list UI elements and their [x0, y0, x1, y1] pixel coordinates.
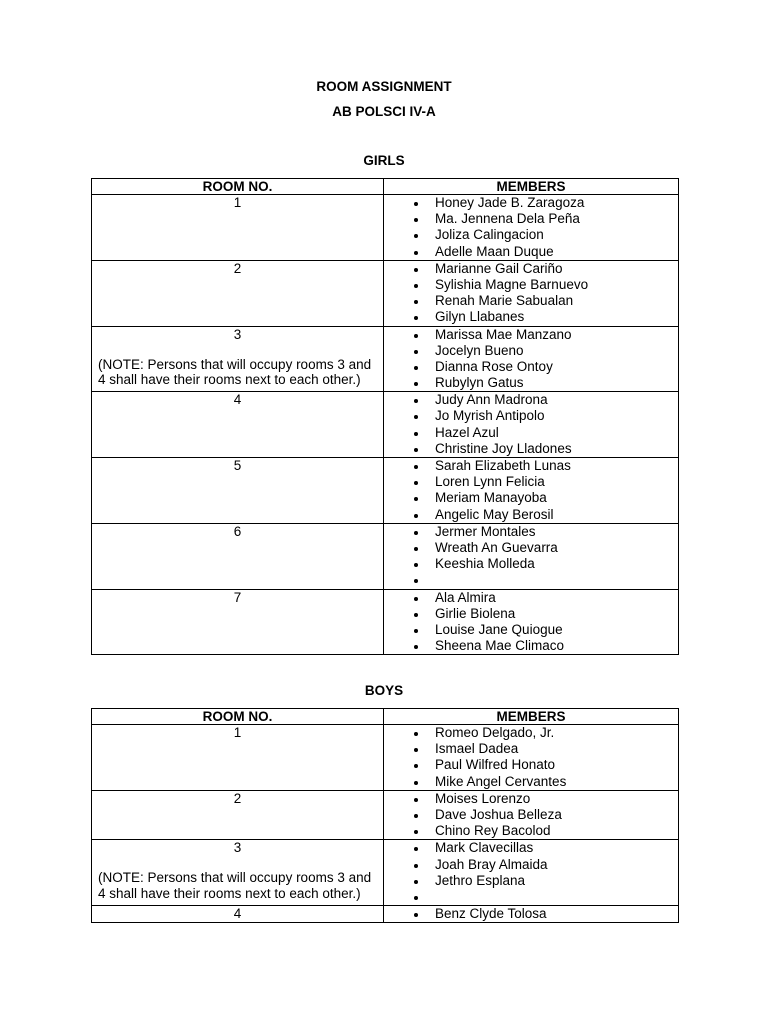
- member-item: Jo Myrish Antipolo: [384, 408, 678, 424]
- member-item: Wreath An Guevarra: [384, 540, 678, 556]
- room-cell: [92, 458, 384, 524]
- table-row: [92, 392, 679, 458]
- room-cell: [92, 906, 384, 923]
- members-cell: [384, 326, 679, 392]
- members-cell: [384, 589, 679, 655]
- member-item: Angelic May Berosil: [384, 507, 678, 523]
- member-item: Mark Clavecillas: [384, 840, 678, 856]
- member-item: Girlie Biolena: [384, 606, 678, 622]
- member-item: Marianne Gail Cariño: [384, 261, 678, 277]
- member-item: Romeo Delgado, Jr.: [384, 725, 678, 741]
- member-item: Jermer Montales: [384, 524, 678, 540]
- table-row: [92, 589, 679, 655]
- member-list: [384, 791, 678, 840]
- room-cell: [92, 392, 384, 458]
- members-cell: [384, 840, 679, 906]
- room-no-header: ROOM NO.: [92, 709, 384, 725]
- table-header-row: [92, 179, 679, 195]
- member-item: Loren Lynn Felicia: [384, 474, 678, 490]
- document-subtitle: AB POLSCI IV-A: [332, 104, 436, 119]
- member-item: Ismael Dadea: [384, 741, 678, 757]
- table-row: [92, 195, 679, 261]
- table-row: [92, 260, 679, 326]
- member-list: [384, 392, 678, 457]
- member-item: Moises Lorenzo: [384, 791, 678, 807]
- room-number: 1: [233, 195, 242, 210]
- room-number: 3: [233, 326, 242, 342]
- room-cell: [92, 326, 384, 392]
- members-cell: [384, 458, 679, 524]
- member-item: Renah Marie Sabualan: [384, 293, 678, 309]
- room-number: 2: [233, 260, 242, 276]
- member-item: Keeshia Molleda: [384, 556, 678, 572]
- members-cell: [384, 195, 679, 261]
- members-cell: [384, 906, 679, 923]
- table-row: [92, 725, 679, 791]
- member-item: Ala Almira: [384, 590, 678, 606]
- member-item: Jocelyn Bueno: [384, 343, 678, 359]
- members-header: MEMBERS: [384, 179, 679, 195]
- table-row: [92, 326, 679, 392]
- table-row: [92, 458, 679, 524]
- member-item: Sarah Elizabeth Lunas: [384, 458, 678, 474]
- member-list: [384, 590, 678, 655]
- members-cell: [384, 725, 679, 791]
- document-title: ROOM ASSIGNMENT: [316, 79, 452, 94]
- member-item: Rubylyn Gatus: [384, 375, 678, 391]
- member-list: [384, 195, 678, 260]
- member-item: Paul Wilfred Honato: [384, 757, 678, 773]
- room-number: 3: [233, 840, 242, 856]
- room-number: 7: [233, 589, 242, 605]
- member-list: [384, 840, 678, 905]
- member-item: Dave Joshua Belleza: [384, 807, 678, 823]
- member-list: [384, 458, 678, 523]
- member-item: [384, 889, 678, 905]
- members-cell: [384, 260, 679, 326]
- section-heading-girls: GIRLS: [363, 153, 405, 168]
- member-item: [384, 572, 678, 588]
- room-no-header: ROOM NO.: [92, 179, 384, 195]
- table-row: [92, 906, 679, 923]
- member-item: Hazel Azul: [384, 425, 678, 441]
- member-item: Dianna Rose Ontoy: [384, 359, 678, 375]
- member-item: Sheena Mae Climaco: [384, 638, 678, 654]
- table-row: [92, 840, 679, 906]
- girls-room-table: [91, 178, 679, 655]
- member-item: Adelle Maan Duque: [384, 244, 678, 260]
- member-item: Ma. Jennena Dela Peña: [384, 211, 678, 227]
- member-list: [384, 261, 678, 326]
- member-item: Joah Bray Almaida: [384, 857, 678, 873]
- room-number: 4: [233, 906, 242, 922]
- room-note: (NOTE: Persons that will occupy rooms 3 and 4 shall have their rooms next to each other.): [98, 356, 372, 387]
- room-number: 1: [233, 725, 242, 740]
- room-number: 5: [233, 458, 242, 473]
- table-row: [92, 523, 679, 589]
- table-row: [92, 790, 679, 840]
- room-cell: [92, 725, 384, 791]
- room-cell: [92, 589, 384, 655]
- room-cell: [92, 523, 384, 589]
- member-item: Gilyn Llabanes: [384, 309, 678, 325]
- room-cell: [92, 840, 384, 906]
- room-note: (NOTE: Persons that will occupy rooms 3 and 4 shall have their rooms next to each other.): [98, 870, 372, 901]
- member-list: [384, 327, 678, 392]
- boys-room-table: [91, 708, 679, 923]
- member-item: Christine Joy Lladones: [384, 441, 678, 457]
- member-item: Honey Jade B. Zaragoza: [384, 195, 678, 211]
- members-cell: [384, 392, 679, 458]
- members-cell: [384, 523, 679, 589]
- member-list: [384, 725, 678, 790]
- member-item: Marissa Mae Manzano: [384, 327, 678, 343]
- member-item: Meriam Manayoba: [384, 490, 678, 506]
- member-list: [384, 906, 678, 922]
- member-item: Sylishia Magne Barnuevo: [384, 277, 678, 293]
- member-item: Chino Rey Bacolod: [384, 823, 678, 839]
- member-item: Benz Clyde Tolosa: [384, 906, 678, 922]
- room-number: 6: [233, 523, 242, 539]
- room-cell: [92, 260, 384, 326]
- member-item: Louise Jane Quiogue: [384, 622, 678, 638]
- room-number: 2: [233, 790, 242, 806]
- member-item: Jethro Esplana: [384, 873, 678, 889]
- room-cell: [92, 195, 384, 261]
- members-cell: [384, 790, 679, 840]
- member-item: Mike Angel Cervantes: [384, 774, 678, 790]
- member-item: Joliza Calingacion: [384, 227, 678, 243]
- members-header: MEMBERS: [384, 709, 679, 725]
- section-heading-boys: BOYS: [364, 683, 404, 698]
- member-item: Judy Ann Madrona: [384, 392, 678, 408]
- member-list: [384, 524, 678, 589]
- room-cell: [92, 790, 384, 840]
- room-number: 4: [233, 392, 242, 408]
- table-header-row: [92, 709, 679, 725]
